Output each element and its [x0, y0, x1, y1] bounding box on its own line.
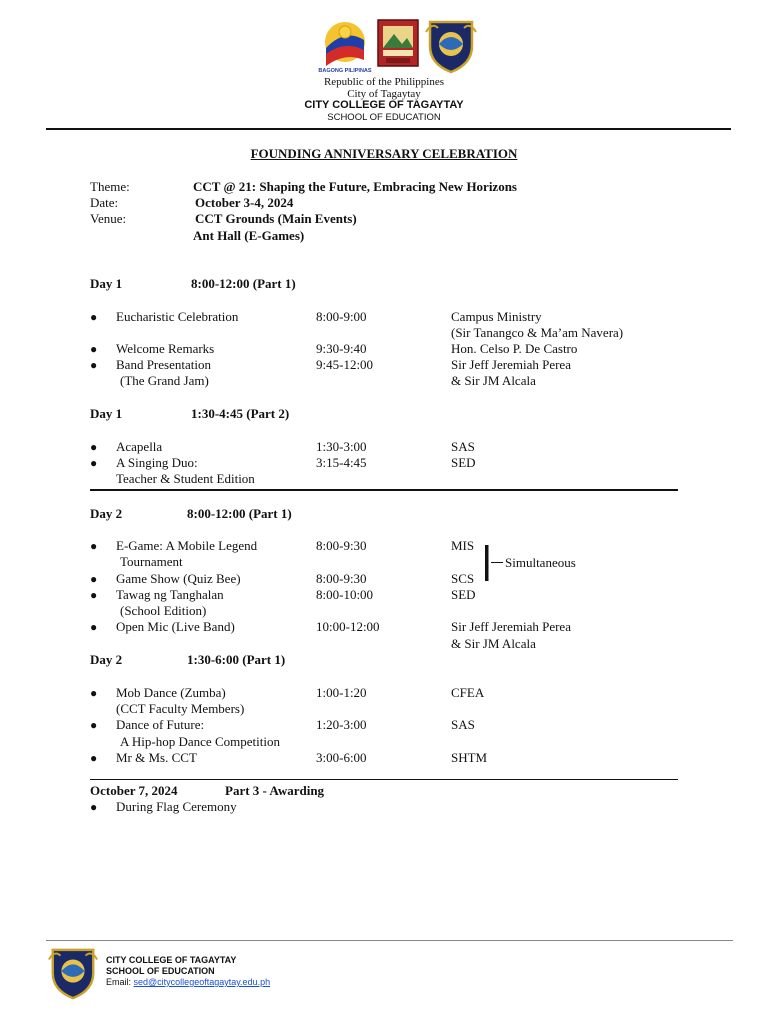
section-day: Day 1 [90, 406, 123, 421]
event-name: Welcome Remarks [116, 341, 215, 356]
event-time: 1:20-3:00 [316, 717, 367, 732]
header-divider [46, 128, 731, 130]
bracket-connector [491, 562, 503, 563]
event-time: 8:00-9:00 [316, 309, 367, 324]
bullet-icon: ● [90, 572, 98, 586]
event-time: 1:30-3:00 [316, 439, 367, 454]
footer-email-link[interactable]: sed@citycollegeoftagaytay.edu.ph [133, 977, 271, 987]
venue-value-main: CCT Grounds (Main Events) [195, 211, 357, 226]
date-value: October 3-4, 2024 [195, 195, 294, 210]
footer-school: SCHOOL OF EDUCATION [106, 966, 215, 976]
header-logos [318, 18, 478, 74]
event-name-line2: A Hip-hop Dance Competition [120, 734, 280, 749]
event-person: Sir Jeff Jeremiah Perea [451, 357, 571, 372]
simultaneous-label: Simultaneous [505, 555, 576, 570]
section-time: 8:00-12:00 (Part 1) [187, 506, 292, 521]
event-time: 9:30-9:40 [316, 341, 367, 356]
event-person-line2: (Sir Tanangco & Ma’am Navera) [451, 325, 624, 340]
event-name-line2: (School Edition) [120, 603, 207, 618]
document-title: FOUNDING ANNIVERSARY CELEBRATION [250, 146, 518, 161]
event-time: 8:00-9:30 [316, 571, 367, 586]
bullet-icon: ● [90, 342, 98, 356]
section-day: Day 2 [90, 506, 123, 521]
cct-shield-logo [424, 18, 478, 74]
event-name: Dance of Future: [116, 717, 205, 732]
event-name: Eucharistic Celebration [116, 309, 239, 324]
event-person: Campus Ministry [451, 309, 542, 324]
event-name: Band Presentation [116, 357, 211, 372]
section-day: Day 2 [90, 652, 123, 667]
event-person: SED [451, 587, 476, 602]
event-person: SAS [451, 717, 475, 732]
event-time: 3:15-4:45 [316, 455, 367, 470]
event-person: Sir Jeff Jeremiah Perea [451, 619, 571, 634]
bullet-icon: ● [90, 588, 98, 602]
event-time: 10:00-12:00 [316, 619, 380, 634]
event-person: Hon. Celso P. De Castro [451, 341, 578, 356]
theme-value: CCT @ 21: Shaping the Future, Embracing New Horizons [193, 179, 517, 194]
header-school: SCHOOL OF EDUCATION [327, 112, 441, 123]
city-of-tagaytay-seal [376, 18, 420, 70]
svg-text:BAGONG PILIPINAS: BAGONG PILIPINAS [318, 68, 372, 74]
bullet-icon: ● [90, 751, 98, 765]
header-city: City of Tagaytay [347, 88, 421, 100]
event-name-line2: Teacher & Student Edition [116, 471, 255, 486]
section-day: Day 1 [90, 276, 123, 291]
section-time: 8:00-12:00 (Part 1) [191, 276, 296, 291]
cct-shield-logo [46, 946, 100, 1000]
event-name: Tawag ng Tanghalan [116, 587, 224, 602]
event-person: SHTM [451, 750, 488, 765]
event-time: 9:45-12:00 [316, 357, 374, 372]
awarding-part: Part 3 - Awarding [225, 783, 325, 798]
section-divider [90, 489, 678, 491]
event-name: During Flag Ceremony [116, 799, 237, 814]
awarding-date: October 7, 2024 [90, 783, 178, 798]
bullet-icon: ● [90, 310, 98, 324]
bullet-icon: ● [90, 358, 98, 372]
header-republic: Republic of the Philippines [323, 76, 445, 88]
event-person: SAS [451, 439, 475, 454]
event-name: E-Game: A Mobile Legend [116, 538, 258, 553]
event-time: 3:00-6:00 [316, 750, 367, 765]
bullet-icon: ● [90, 440, 98, 454]
event-time: 8:00-10:00 [316, 587, 374, 602]
event-person: MIS [451, 538, 475, 553]
event-name: A Singing Duo: [116, 455, 198, 470]
bullet-icon: ● [90, 686, 98, 700]
event-name-line2: Tournament [120, 554, 183, 569]
section-time: 1:30-6:00 (Part 1) [187, 652, 286, 667]
header-college: CITY COLLEGE OF TAGAYTAY [304, 99, 464, 111]
event-person-line2: & Sir JM Alcala [451, 373, 536, 388]
footer-divider [46, 940, 733, 941]
footer-email-label: Email: [106, 977, 132, 987]
event-name-line2: (CCT Faculty Members) [116, 701, 245, 716]
bullet-icon: ● [90, 539, 98, 553]
date-label: Date: [90, 195, 119, 210]
footer-college: CITY COLLEGE OF TAGAYTAY [106, 955, 237, 965]
event-name: Acapella [116, 439, 163, 454]
event-name: Mob Dance (Zumba) [116, 685, 226, 700]
event-name: Mr & Ms. CCT [116, 750, 197, 765]
bagong-pilipinas-logo [318, 18, 372, 74]
bullet-icon: ● [90, 620, 98, 634]
section-time: 1:30-4:45 (Part 2) [191, 406, 290, 421]
bullet-icon: ● [90, 718, 98, 732]
event-person: SCS [451, 571, 475, 586]
footer-email-row [106, 977, 270, 987]
event-person: CFEA [451, 685, 485, 700]
venue-label: Venue: [90, 211, 127, 226]
bracket-icon [485, 545, 491, 581]
bullet-icon: ● [90, 800, 98, 814]
section-divider [90, 779, 678, 780]
event-person-line2: & Sir JM Alcala [451, 636, 536, 651]
event-time: 8:00-9:30 [316, 538, 367, 553]
event-time: 1:00-1:20 [316, 685, 367, 700]
event-name: Game Show (Quiz Bee) [116, 571, 241, 586]
bullet-icon: ● [90, 456, 98, 470]
venue-value-egames: Ant Hall (E-Games) [193, 228, 305, 243]
theme-label: Theme: [90, 179, 130, 194]
event-name-line2: (The Grand Jam) [120, 373, 209, 388]
event-person: SED [451, 455, 476, 470]
event-name: Open Mic (Live Band) [116, 619, 235, 634]
